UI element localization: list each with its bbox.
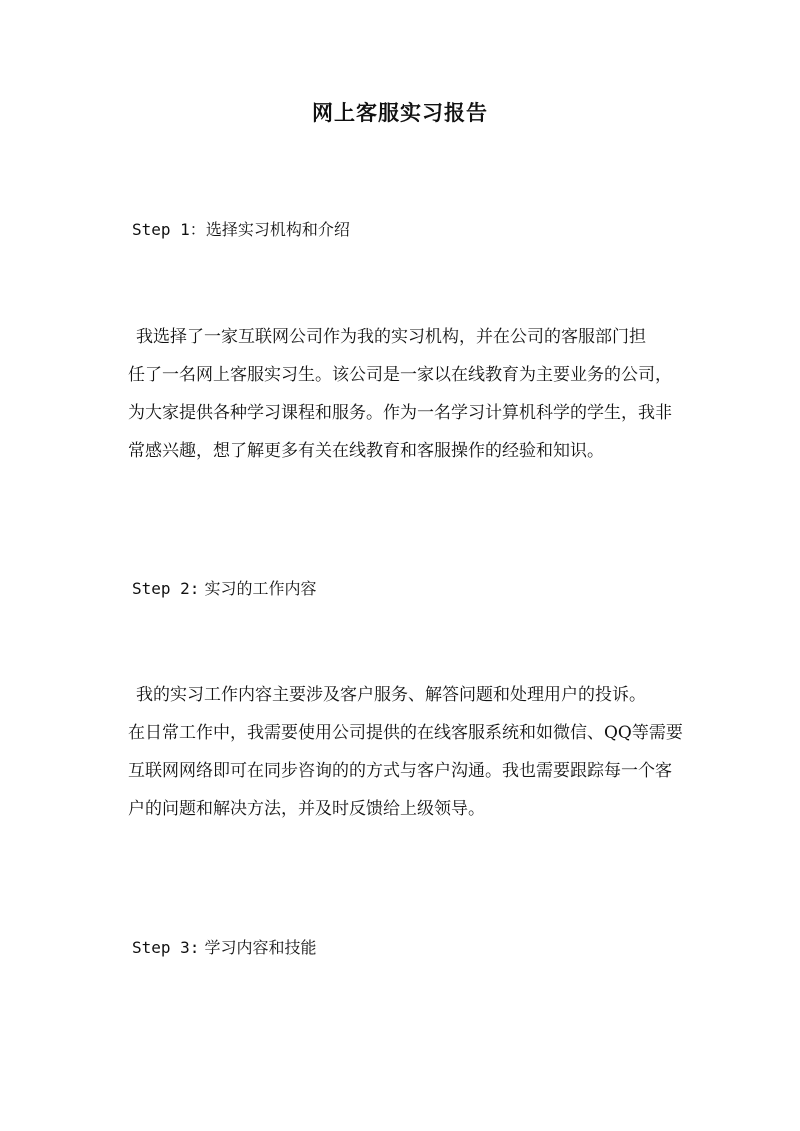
document-title: 网上客服实习报告 <box>312 100 488 125</box>
step-1-prefix: Step 1： <box>132 220 206 239</box>
section-heading-step-2 <box>132 577 317 601</box>
paragraph-line: 我选择了一家互联网公司作为我的实习机构，并在公司的客服部门担 <box>136 327 646 347</box>
paragraph-line: 我的实习工作内容主要涉及客户服务、解答问题和处理用户的投诉。 <box>136 685 646 705</box>
paragraph-line: 为大家提供各种学习课程和服务。作为一名学习计算机科学的学生，我非 <box>128 403 672 423</box>
paragraph-line: 常感兴趣，想了解更多有关在线教育和客服操作的经验和知识。 <box>128 441 604 461</box>
paragraph-line: 户的问题和解决方法，并及时反馈给上级领导。 <box>128 799 485 819</box>
step-3-prefix: Step 3: <box>132 938 200 957</box>
section-heading-step-1 <box>132 218 350 242</box>
section-2-paragraph <box>128 676 708 828</box>
step-2-prefix: Step 2: <box>132 579 200 598</box>
paragraph-line: 互联网网络即可在同步咨询的的方式与客户沟通。我也需要跟踪每一个客 <box>128 761 672 781</box>
paragraph-line: 任了一名网上客服实习生。该公司是一家以在线教育为主要业务的公司， <box>128 365 672 385</box>
step-1-text: 选择实习机构和介绍 <box>205 220 350 239</box>
paragraph-line: 在日常工作中，我需要使用公司提供的在线客服系统和如微信、QQ等需要 <box>128 723 683 743</box>
step-3-text: 学习内容和技能 <box>204 938 317 957</box>
section-1-paragraph <box>128 318 708 470</box>
section-heading-step-3 <box>132 936 317 960</box>
step-2-text: 实习的工作内容 <box>204 579 317 598</box>
